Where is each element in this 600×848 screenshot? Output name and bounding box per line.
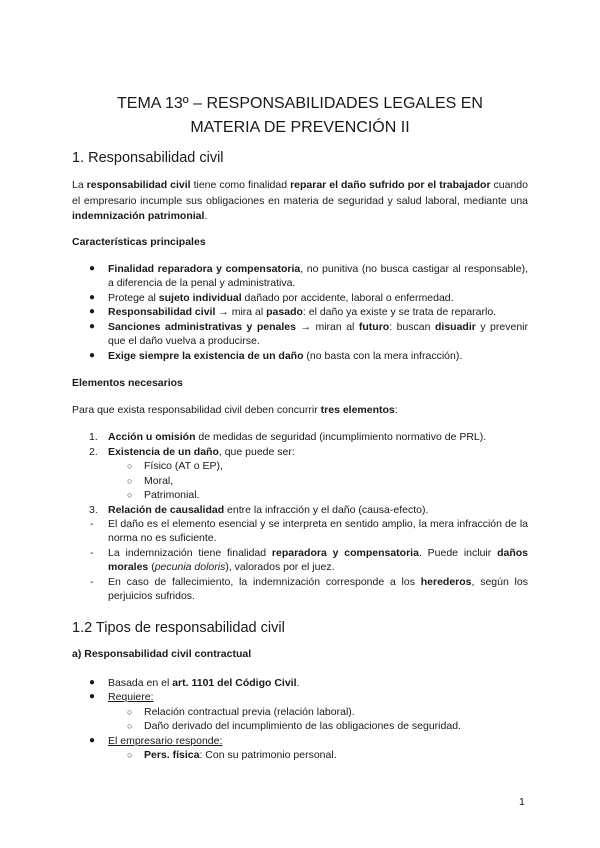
page-number: 1 <box>519 796 525 808</box>
circle-bullet-icon: ○ <box>127 476 133 486</box>
bullet-icon: ● <box>89 306 96 317</box>
circle-bullet-icon: ○ <box>127 721 133 731</box>
bullet-icon: ● <box>89 677 96 688</box>
page-title <box>60 92 540 140</box>
document-page: TEMA 13º – RESPONSABILIDADES LEGALES EN MATERIA DE PREVENCIÓN II 1. Responsabilidad civil La responsabilidad civil tiene como finalidad reparar el daño sufrido por el trabajador cuando el empresario incumple sus obligaciones en materia de seguridad y salud laboral, mediante una indemnización patrimonial. Características principales ● Finalidad reparadora y compensatoria, no punitiva (no busca castigar al responsable), a diferencia de la penal y administrativa. ● Protege al sujeto individual dañado por accidente, laboral o enfermedad. ● Responsabilidad civil → mira al pasado: el daño ya existe y se trata de repararlo. ● Sanciones administrativas y penales → miran al futuro: buscan disuadir y prevenir que el daño vuelva a producirse. ● Exige siempre la existencia de un daño (no basta con la mera infracción). Elementos necesarios Para que exista responsabilidad civil deben concurrir tres elementos: 1. Acción u omisión de medidas de seguridad (incumplimiento normativo de PRL). 2. Existencia de un daño, que puede ser: ○ Físico (AT o EP), ○ Moral, ○ Patrimonial. 3. Relación de causalidad entre la infracción y el daño (causa-efecto). - El daño es el elemento esencial y se interpreta en sentido amplio, la mera infracción de la norma no es suficiente. - La indemnización tiene finalidad reparadora y compensatoria. Puede incluir daños morales (pecunia doloris), valorados por el juez. - En caso de fallecimiento, la indemnización corresponde a los herederos, según los perjuicios sufridos. 1.2 Tipos de responsabilidad civil a) Responsabilidad civil contractual ● Basada en el art. 1101 del Código Civil. ● Requiere: ○ Relación contractual previa (relación laboral). ○ Daño derivado del incumplimiento de las obligaciones de seguridad. ● El empresario responde: ○ Pers. física: Con su patrimonio personal. 1 <box>0 0 600 848</box>
bullet-icon: ● <box>89 735 96 746</box>
title-line-1: TEMA 13º – RESPONSABILIDADES LEGALES EN <box>117 95 483 112</box>
elementos-intro: Para que exista responsabilidad civil deben concurrir tres elementos: <box>72 404 398 416</box>
section-1-2-heading: 1.2 Tipos de responsabilidad civil <box>72 620 285 636</box>
bullet-icon: ● <box>89 691 96 702</box>
circle-bullet-icon: ○ <box>127 461 133 471</box>
circle-bullet-icon: ○ <box>127 490 133 500</box>
bullet-icon: ● <box>89 292 96 303</box>
title-line-2: MATERIA DE PREVENCIÓN II <box>190 119 410 136</box>
bullet-icon: ● <box>89 321 96 332</box>
subsection-a-heading: a) Responsabilidad civil contractual <box>72 648 252 660</box>
elementos-heading: Elementos necesarios <box>72 377 183 389</box>
caracteristicas-heading: Características principales <box>72 236 206 248</box>
intro-paragraph: La responsabilidad civil tiene como finalidad reparar el daño sufrido por el trabajador cuando el empresario incumple sus obligaciones en materia de seguridad y salud laboral, mediante una indemnización patrimonial. <box>72 179 528 222</box>
circle-bullet-icon: ○ <box>127 707 133 717</box>
section-1-heading: 1. Responsabilidad civil <box>72 150 224 166</box>
circle-bullet-icon: ○ <box>127 750 133 760</box>
bullet-icon: ● <box>89 263 96 274</box>
bullet-icon: ● <box>89 350 96 361</box>
